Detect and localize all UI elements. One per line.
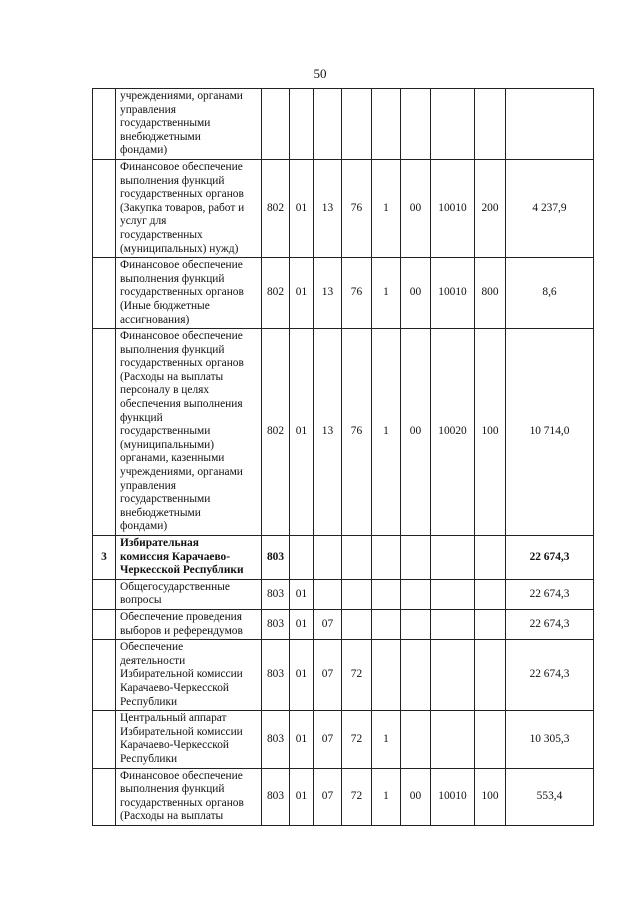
item-name: учреждениями, органами управления государственными внебюджетными фондами) (116, 89, 262, 160)
amount: 10 305,3 (506, 711, 594, 768)
amount: 553,4 (506, 768, 594, 825)
code-section: 01 (290, 159, 314, 257)
code-direction: 00 (401, 159, 431, 257)
row-number: 3 (93, 536, 116, 580)
code-section: 01 (290, 711, 314, 768)
code-subsection: 13 (314, 329, 342, 536)
amount: 22 674,3 (506, 609, 594, 639)
code-expense: 10010 (431, 159, 475, 257)
code-expense (431, 609, 475, 639)
table-row (93, 640, 594, 711)
code-subprogram (372, 640, 401, 711)
code-section: 01 (290, 329, 314, 536)
code-section: 01 (290, 609, 314, 639)
table-row (93, 768, 594, 825)
code-program: 72 (342, 768, 372, 825)
code-type: 100 (475, 329, 506, 536)
code-program: 72 (342, 640, 372, 711)
row-number (93, 609, 116, 639)
code-expense (431, 711, 475, 768)
code-subsection (314, 89, 342, 160)
code-direction (401, 640, 431, 711)
code-section: 01 (290, 768, 314, 825)
code-direction (401, 609, 431, 639)
code-expense (431, 536, 475, 580)
code-ministry: 803 (262, 609, 290, 639)
code-section: 01 (290, 258, 314, 329)
code-program: 72 (342, 711, 372, 768)
row-number (93, 579, 116, 609)
code-subprogram (372, 536, 401, 580)
table-row (93, 536, 594, 580)
code-type (475, 536, 506, 580)
code-direction (401, 536, 431, 580)
amount: 22 674,3 (506, 579, 594, 609)
code-ministry: 802 (262, 258, 290, 329)
code-ministry (262, 89, 290, 160)
code-type: 800 (475, 258, 506, 329)
item-name: Финансовое обеспечение выполнения функций государственных органов (Иные бюджетные ассигнования) (116, 258, 262, 329)
code-subprogram (372, 609, 401, 639)
code-ministry: 803 (262, 640, 290, 711)
item-name: Финансовое обеспечение выполнения функций государственных органов (Закупка товаров, работ и услуг для государственных (муниципальных) нужд) (116, 159, 262, 257)
row-number (93, 258, 116, 329)
code-ministry: 803 (262, 579, 290, 609)
code-ministry: 802 (262, 329, 290, 536)
page-number: 50 (313, 66, 327, 81)
code-subprogram (372, 579, 401, 609)
code-type (475, 711, 506, 768)
code-subprogram: 1 (372, 258, 401, 329)
code-program (342, 536, 372, 580)
code-type: 200 (475, 159, 506, 257)
table-row (93, 159, 594, 257)
row-number (93, 159, 116, 257)
amount: 10 714,0 (506, 329, 594, 536)
code-subsection: 07 (314, 609, 342, 639)
amount (506, 89, 594, 160)
item-name: Центральный аппарат Избирательной комиссии Карачаево-Черкесской Республики (116, 711, 262, 768)
table-row (93, 609, 594, 639)
code-program (342, 609, 372, 639)
code-subprogram (372, 89, 401, 160)
code-direction (401, 89, 431, 160)
code-direction: 00 (401, 768, 431, 825)
code-expense: 10010 (431, 768, 475, 825)
code-subsection (314, 579, 342, 609)
code-expense (431, 640, 475, 711)
code-subprogram: 1 (372, 159, 401, 257)
code-direction (401, 579, 431, 609)
item-name: Обеспечение проведения выборов и референдумов (116, 609, 262, 639)
item-name: Финансовое обеспечение выполнения функций государственных органов (Расходы на выплаты персоналу в целях обеспечения выполнения функций государственными (муниципальными) органами, казенными учреждениями, органами управления государственными внебюджетными фондами) (116, 329, 262, 536)
item-name: Избирательная комиссия Карачаево- Черкесской Республики (116, 536, 262, 580)
item-name: Обеспечение деятельности Избирательной комиссии Карачаево-Черкесской Республики (116, 640, 262, 711)
code-direction (401, 711, 431, 768)
row-number (93, 89, 116, 160)
item-name: Общегосударственные вопросы (116, 579, 262, 609)
code-section: 01 (290, 579, 314, 609)
table-row (93, 329, 594, 536)
amount: 22 674,3 (506, 536, 594, 580)
code-subprogram: 1 (372, 329, 401, 536)
code-type (475, 640, 506, 711)
table-row (93, 579, 594, 609)
code-subsection: 07 (314, 768, 342, 825)
amount: 22 674,3 (506, 640, 594, 711)
code-ministry: 802 (262, 159, 290, 257)
code-expense (431, 579, 475, 609)
code-direction: 00 (401, 258, 431, 329)
code-program (342, 89, 372, 160)
code-expense: 10020 (431, 329, 475, 536)
row-number (93, 711, 116, 768)
code-program: 76 (342, 159, 372, 257)
code-section (290, 89, 314, 160)
code-subprogram: 1 (372, 711, 401, 768)
table-row (93, 258, 594, 329)
code-subsection: 13 (314, 159, 342, 257)
code-subsection (314, 536, 342, 580)
code-section: 01 (290, 640, 314, 711)
code-expense (431, 89, 475, 160)
code-ministry: 803 (262, 536, 290, 580)
code-ministry: 803 (262, 768, 290, 825)
code-subsection: 13 (314, 258, 342, 329)
code-subsection: 07 (314, 711, 342, 768)
code-direction: 00 (401, 329, 431, 536)
code-subsection: 07 (314, 640, 342, 711)
budget-table (92, 88, 594, 826)
code-type (475, 609, 506, 639)
code-type (475, 89, 506, 160)
code-section (290, 536, 314, 580)
code-type (475, 579, 506, 609)
amount: 4 237,9 (506, 159, 594, 257)
amount: 8,6 (506, 258, 594, 329)
row-number (93, 329, 116, 536)
row-number (93, 768, 116, 825)
table-row (93, 89, 594, 160)
code-subprogram: 1 (372, 768, 401, 825)
table-row (93, 711, 594, 768)
code-expense: 10010 (431, 258, 475, 329)
code-program: 76 (342, 258, 372, 329)
code-program (342, 579, 372, 609)
code-ministry: 803 (262, 711, 290, 768)
code-program: 76 (342, 329, 372, 536)
row-number (93, 640, 116, 711)
code-type: 100 (475, 768, 506, 825)
item-name: Финансовое обеспечение выполнения функций государственных органов (Расходы на выплаты (116, 768, 262, 825)
